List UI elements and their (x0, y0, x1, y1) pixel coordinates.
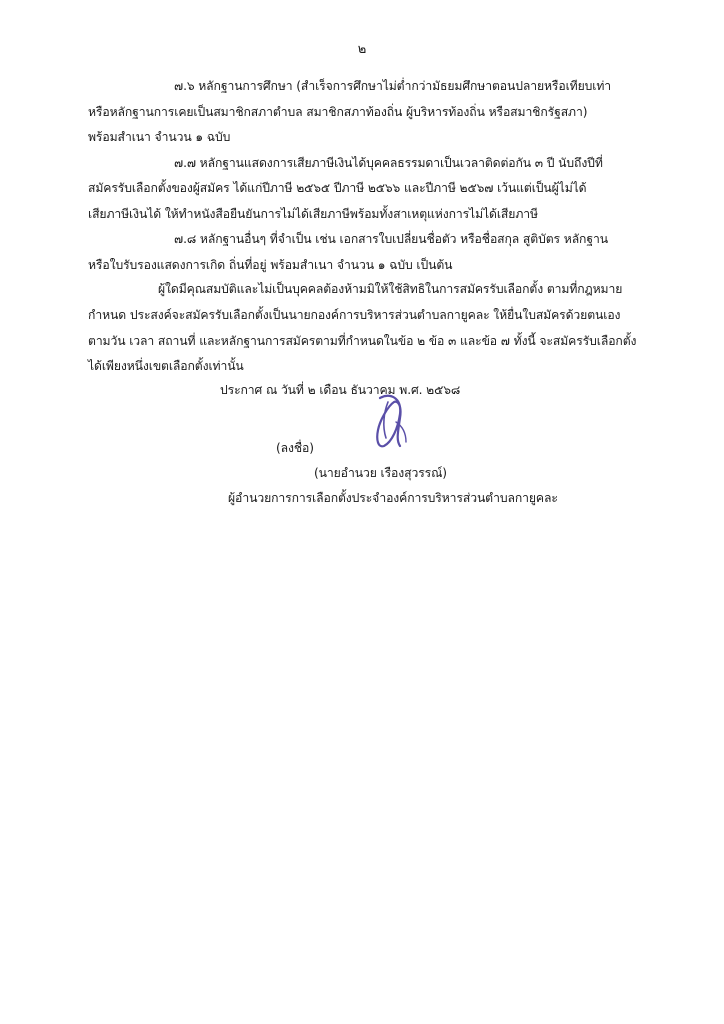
sign-label: (ลงชื่อ) (276, 441, 314, 455)
announcement-date: ประกาศ ณ วันที่ ๒ เดือน ธันวาคม พ.ศ. ๒๕๖๘ (220, 383, 461, 397)
closing-paragraph-line-4: ได้เพียงหนึ่งเขตเลือกตั้งเท่านั้น (88, 359, 244, 373)
item-7-8-line-2: หรือใบรับรองแสดงการเกิด ถิ่นที่อยู่ พร้อมสำเนา จำนวน ๑ ฉบับ เป็นต้น (88, 258, 453, 272)
item-7-7-line-3: เสียภาษีเงินได้ ให้ทำหนังสือยืนยันการไม่ได้เสียภาษีพร้อมทั้งสาเหตุแห่งการไม่ได้เสียภาษี (88, 207, 538, 221)
closing-paragraph-line-3: ตามวัน เวลา สถานที่ และหลักฐานการสมัครตามที่กำหนดในข้อ ๒ ข้อ ๓ และข้อ ๗ ทั้งนี้ จะสมัครรับเลือกตั้ง (88, 334, 637, 348)
item-7-7-line-1: ๗.๗ หลักฐานแสดงการเสียภาษีเงินได้บุคคลธรรมดาเป็นเวลาติดต่อกัน ๓ ปี นับถึงปีที่ (174, 156, 603, 170)
signatory-position: ผู้อำนวยการการเลือกตั้งประจำองค์การบริหารส่วนตำบลกายูคละ (228, 491, 558, 505)
closing-paragraph-line-2: กำหนด ประสงค์จะสมัครรับเลือกตั้งเป็นนายกองค์การบริหารส่วนตำบลกายูคละ ให้ยื่นใบสมัครด้วยตนเอง (88, 308, 621, 322)
closing-paragraph-line-1: ผู้ใดมีคุณสมบัติและไม่เป็นบุคคลต้องห้ามมิให้ใช้สิทธิในการสมัครรับเลือกตั้ง ตามที่กฎหมาย (158, 282, 623, 296)
signatory-name: (นายอำนวย เรืองสุวรรณ์) (314, 466, 447, 480)
item-7-6-line-3: พร้อมสำเนา จำนวน ๑ ฉบับ (88, 130, 231, 144)
item-7-8-line-1: ๗.๘ หลักฐานอื่นๆ ที่จำเป็น เช่น เอกสารใบเปลี่ยนชื่อตัว หรือชื่อสกุล สูติบัตร หลักฐาน (174, 232, 608, 246)
item-7-6-line-2: หรือหลักฐานการเคยเป็นสมาชิกสภาตำบล สมาชิกสภาท้องถิ่น ผู้บริหารท้องถิ่น หรือสมาชิกรัฐสภา) (88, 105, 588, 119)
page-number: ๒ (357, 42, 367, 57)
item-7-7-line-2: สมัครรับเลือกตั้งของผู้สมัคร ได้แก่ปีภาษี ๒๕๖๕ ปีภาษี ๒๕๖๖ และปีภาษี ๒๕๖๗ เว้นแต่เป็นผู้ไม่ได้ (88, 181, 587, 195)
item-7-6-line-1: ๗.๖ หลักฐานการศึกษา (สำเร็จการศึกษาไม่ต่ำกว่ามัธยมศึกษาตอนปลายหรือเทียบเท่า (174, 79, 612, 93)
handwritten-signature (366, 392, 410, 450)
